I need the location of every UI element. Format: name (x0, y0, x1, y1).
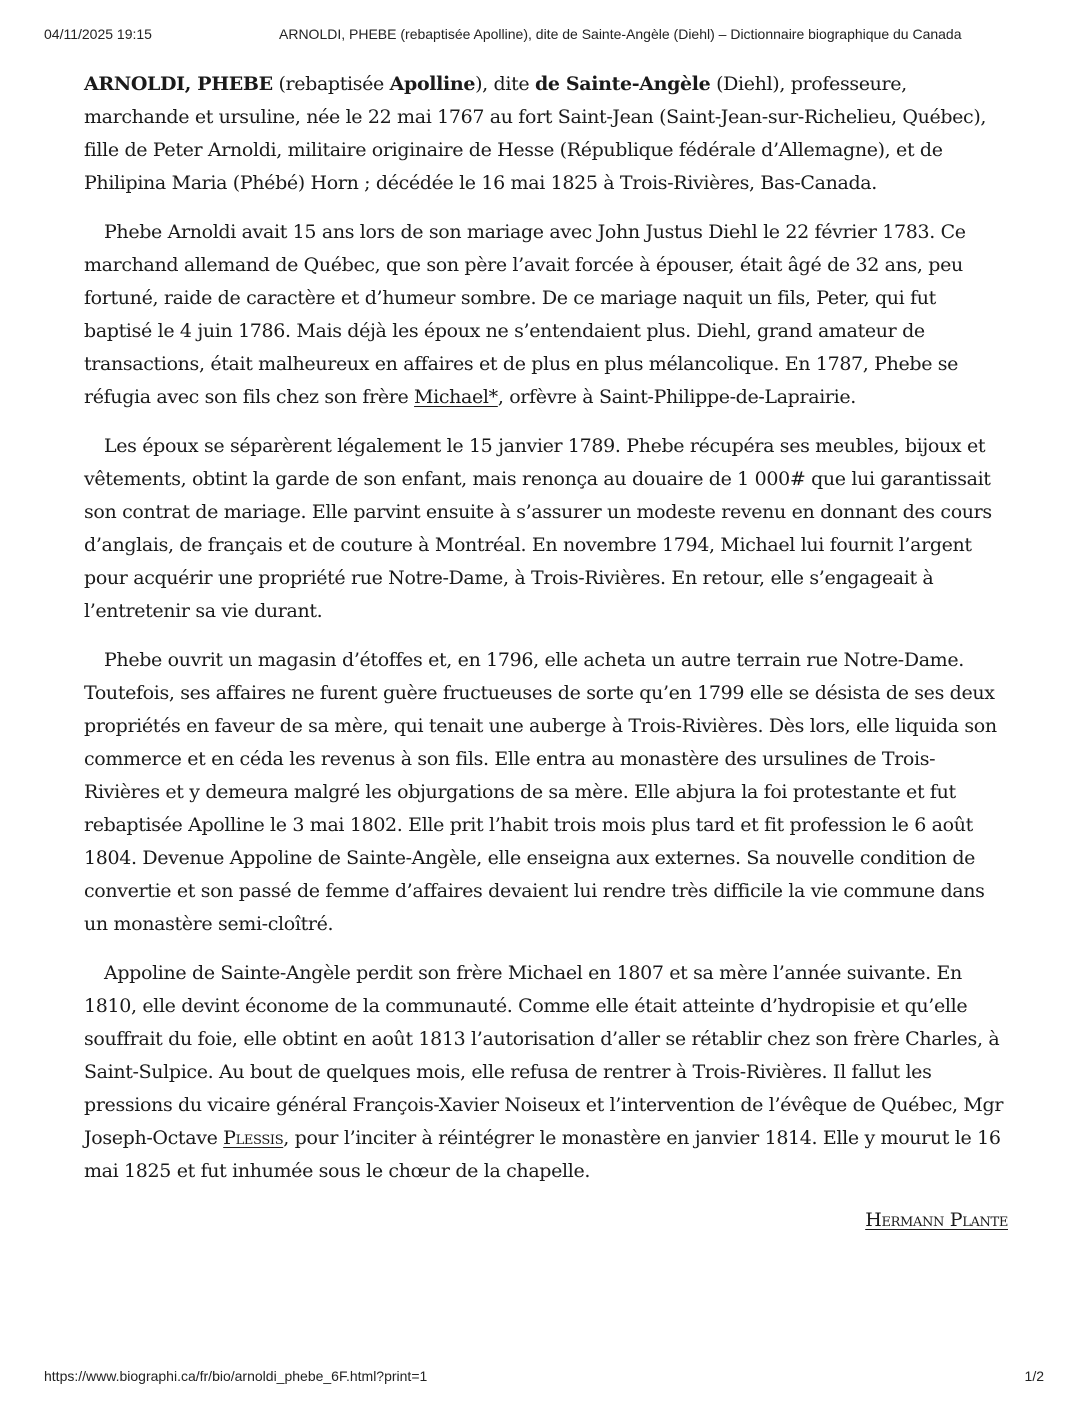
paragraph-monastery: Phebe ouvrit un magasin d’étoffes et, en 1796, elle acheta un autre terrain rue Notre-Dame. Toutefois, ses affaires ne furent guère fructueuses de sorte qu’en 1799 elle se désista de ses deux propriétés en faveur de sa mère, qui tenait une auberge à Trois-Rivières. Dès lors, elle liquida son commerce et en céda les revenus à son fils. Elle entra au monastère des ursulines de Trois-Rivières et y demeura malgré les objurgations de sa mère. Elle abjura la foi protestante et fut rebaptisée Apolline le 3 mai 1802. Elle prit l’habit trois mois plus tard et fit profession le 6 août 1804. Devenue Appoline de Sainte-Angèle, elle enseigna aux externes. Sa nouvelle condition de convertie et son passé de femme d’affaires devaient lui rendre très difficile la vie commune dans un monastère semi-cloîtré. (84, 649, 997, 935)
intro-text-2: ), dite (475, 73, 535, 95)
biography-article (84, 68, 1008, 1253)
author-link[interactable]: Hermann Plante (865, 1209, 1008, 1231)
author-signature (84, 1204, 1008, 1237)
print-datetime: 04/11/2025 19:15 (44, 26, 152, 42)
paragraph-marriage (84, 216, 1008, 414)
intro-text-3: (Diehl), professeure, marchande et ursuline, née le 22 mai 1767 au fort Saint-Jean (Saint-Jean-sur-Richelieu, Québec), fille de Peter Arnoldi, militaire originaire de Hesse (République fédérale d’Allemagne), et de Philipina Maria (Phébé) Horn ; décédée le 16 mai 1825 à Trois-Rivières, Bas-Canada. (84, 73, 987, 194)
link-plessis[interactable]: Plessis (223, 1127, 284, 1149)
paragraph-tail: , pour l’inciter à réintégrer le monastère en janvier 1814. Elle y mourut le 16 mai 1825 et fut inhumée sous le chœur de la chapelle. (84, 1127, 1001, 1182)
subject-name: ARNOLDI, PHEBE (84, 73, 273, 95)
paragraph-later-life (84, 957, 1008, 1188)
rebaptised-name: Apolline (389, 73, 476, 95)
page-number: 1/2 (1024, 1368, 1044, 1384)
intro-text-1: (rebaptisée (272, 73, 390, 95)
print-url: https://www.biographi.ca/fr/bio/arnoldi_phebe_6F.html?print=1 (44, 1368, 428, 1384)
paragraph-text: Appoline de Sainte-Angèle perdit son frère Michael en 1807 et sa mère l’année suivante. En 1810, elle devint économe de la communauté. Comme elle était atteinte d’hydropisie et qu’elle souffrait du foie, elle obtint en août 1813 l’autorisation d’aller se rétablir chez son frère Charles, à Saint-Sulpice. Au bout de quelques mois, elle refusa de rentrer à Trois-Rivières. Il fallut les pressions du vicaire général François-Xavier Noiseux et l’intervention de l’évêque de Québec, Mgr Joseph-Octave (84, 962, 1004, 1149)
religious-name: de Sainte-Angèle (534, 73, 711, 95)
paragraph-text: Phebe Arnoldi avait 15 ans lors de son mariage avec John Justus Diehl le 22 février 1783. Ce marchand allemand de Québec, que son père l’avait forcée à épouser, était âgé de 32 ans, peu fortuné, raide de caractère et d’humeur sombre. De ce mariage naquit un fils, Peter, qui fut baptisé le 4 juin 1786. Mais déjà les époux ne s’entendaient plus. Diehl, grand amateur de transactions, était malheureux en affaires et de plus en plus mélancolique. En 1787, Phebe se réfugia avec son fils chez son frère (84, 221, 966, 408)
paragraph-separation: Les époux se séparèrent légalement le 15 janvier 1789. Phebe récupéra ses meubles, bijoux et vêtements, obtint la garde de son enfant, mais renonça au douaire de 1 000# que lui garantissait son contrat de mariage. Elle parvint ensuite à s’assurer un modeste revenu en donnant des cours d’anglais, de français et de couture à Montréal. En novembre 1794, Michael lui fournit l’argent pour acquérir une propriété rue Notre-Dame, à Trois-Rivières. En retour, elle s’engageait à l’entretenir sa vie durant. (84, 435, 992, 622)
intro-paragraph (84, 68, 1008, 200)
paragraph-tail: , orfèvre à Saint-Philippe-de-Laprairie. (497, 386, 856, 408)
link-michael[interactable]: Michael* (414, 386, 498, 408)
print-page-title: ARNOLDI, PHEBE (rebaptisée Apolline), dite de Sainte-Angèle (Diehl) – Dictionnaire biographique du Canada (279, 26, 962, 42)
